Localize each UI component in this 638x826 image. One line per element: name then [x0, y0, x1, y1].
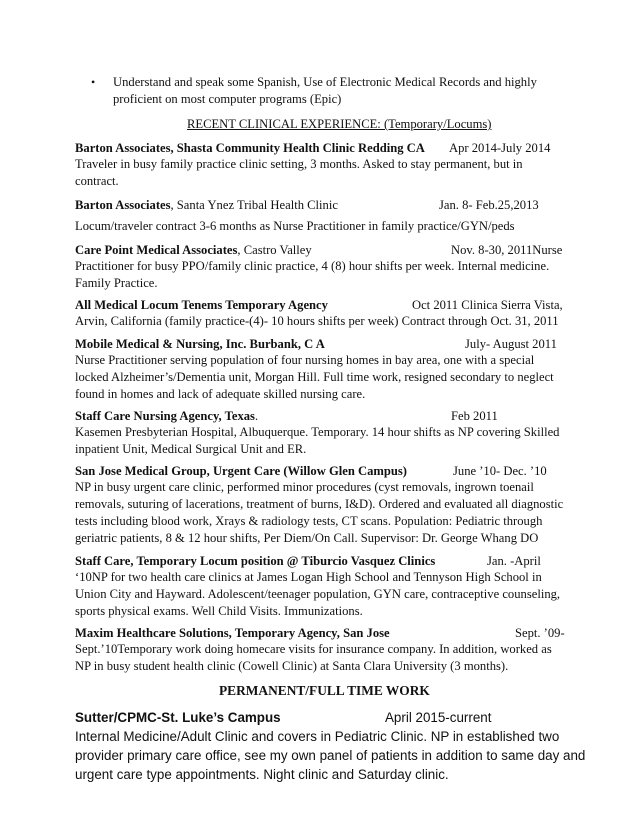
entry-title: Barton Associates	[75, 198, 171, 212]
entry-header	[75, 625, 565, 642]
entry-line: Practitioner for busy PPO/family clinic practice, 4 (8) hour shifts per week. Internal medicine.	[75, 259, 550, 273]
entry-date: July- August 2011	[465, 337, 557, 351]
entry-title: Staff Care, Temporary Locum position @ Tiburcio Vasquez Clinics	[75, 554, 436, 568]
entry-date: Feb 2011	[451, 409, 498, 423]
entry-header	[75, 297, 565, 314]
permanent-line: urgent care type appointments. Night clinic and Saturday clinic.	[75, 767, 449, 782]
bullet-line: Understand and speak some Spanish, Use of Electronic Medical Records and highly	[113, 75, 537, 89]
entry-line: Arvin, California (family practice-(4)- 10 hours shifts per week) Contract through Oct. 31, 2011	[75, 314, 559, 328]
section-heading-recent: RECENT CLINICAL EXPERIENCE: (Temporary/Locums)	[187, 117, 492, 131]
entry-date: Sept. ’09-	[515, 626, 565, 640]
entry-header	[75, 553, 565, 570]
entry-line: ‘10NP for two health care clinics at James Logan High School and Tennyson High School in	[75, 570, 542, 584]
entry-header	[75, 463, 565, 480]
entry-date: Oct 2011 Clinica Sierra Vista,	[412, 298, 563, 312]
entry-line: removals, suturing of lacerations, treatment of burns, I&D). Ordered and evaluated all diagnostic	[75, 497, 564, 511]
entry-title: Maxim Healthcare Solutions, Temporary Agency, San Jose	[75, 626, 390, 640]
entry-date: June ’10- Dec. ’10	[453, 464, 547, 478]
entry-title-rest: , Santa Ynez Tribal Health Clinic	[170, 198, 338, 212]
entry-line: NP in busy urgent care clinic, performed minor procedures (cyst removals, ingrown toenail	[75, 480, 534, 494]
entry-date: Apr 2014-July 2014	[449, 141, 551, 155]
bullet-icon: •	[91, 75, 96, 89]
entry-line: locked Alzheimer’s/Dementia unit, Morgan Hill. Full time work, resigned secondary to neglect	[75, 370, 554, 384]
permanent-line: Internal Medicine/Adult Clinic and covers in Pediatric Clinic. NP in established two	[75, 729, 560, 744]
entry-title: All Medical Locum Tenems Temporary Agency	[75, 298, 328, 312]
entry-line: inpatient Unit, Medical Surgical Unit and ER.	[75, 442, 307, 456]
entry-date: Nov. 8-30, 2011Nurse	[451, 243, 563, 257]
permanent-line: provider primary care office, see my own panel of patients in addition to same day and	[75, 748, 586, 763]
entry-line: Locum/traveler contract 3-6 months as Nurse Practitioner in family practice/GYN/peds	[75, 219, 515, 233]
section-heading-permanent: PERMANENT/FULL TIME WORK	[219, 683, 430, 698]
bullet-line: proficient on most computer programs (Epic)	[113, 92, 342, 106]
entry-line: Family Practice.	[75, 276, 158, 290]
entry-line: Union City and Hayward. Adolescent/teenager population, GYN care, contraceptive counseling,	[75, 587, 561, 601]
entry-line: NP in busy student health clinic (Cowell Clinic) at Santa Clara University (3 months).	[75, 659, 509, 673]
entry-title: Barton Associates, Shasta Community Health Clinic Redding CA	[75, 141, 425, 155]
entry-title-rest: , Castro Valley	[237, 243, 312, 257]
entry-header	[75, 140, 565, 157]
entry-line: geriatric patients, 8 & 12 hour shifts, Per Diem/On Call. Supervisor: Dr. George Whang DO	[75, 531, 539, 545]
entry-header	[75, 408, 565, 425]
permanent-date: April 2015-current	[385, 710, 492, 725]
entry-line: Sept.’10Temporary work doing homecare visits for insurance company. In addition, worked as	[75, 642, 552, 656]
entry-date: Jan. 8- Feb.25,2013	[439, 198, 539, 212]
entry-line: tests including blood work, Xrays & radiology tests, CT scans. Population: Pediatric through	[75, 514, 543, 528]
entry-title-rest: .	[254, 409, 259, 423]
entry-title: San Jose Medical Group, Urgent Care (Willow Glen Campus)	[75, 464, 407, 478]
entry-line: Traveler in busy family practice clinic setting, 3 months. Asked to stay permanent, but in	[75, 157, 523, 171]
entry-title: Staff Care Nursing Agency, Texas	[75, 409, 255, 423]
entry-header	[75, 197, 565, 214]
entry-line: found in homes and lack of adequate skilled nursing care.	[75, 387, 366, 401]
entry-title: Mobile Medical & Nursing, Inc. Burbank, C A	[75, 337, 325, 351]
entry-header	[75, 242, 565, 259]
entry-line: Kasemen Presbyterian Hospital, Albuquerque. Temporary. 14 hour shifts as NP covering Skilled	[75, 425, 560, 439]
entry-title: Care Point Medical Associates	[75, 243, 238, 257]
entry-line: contract.	[75, 174, 119, 188]
permanent-header	[75, 708, 565, 727]
entry-date: Jan. -April	[487, 554, 541, 568]
entry-line: Nurse Practitioner serving population of four nursing homes in bay area, one with a special	[75, 353, 535, 367]
permanent-title: Sutter/CPMC-St. Luke’s Campus	[75, 710, 281, 725]
entry-line: sports physical exams. Well Child Visits. Immunizations.	[75, 604, 363, 618]
entry-header	[75, 336, 565, 353]
